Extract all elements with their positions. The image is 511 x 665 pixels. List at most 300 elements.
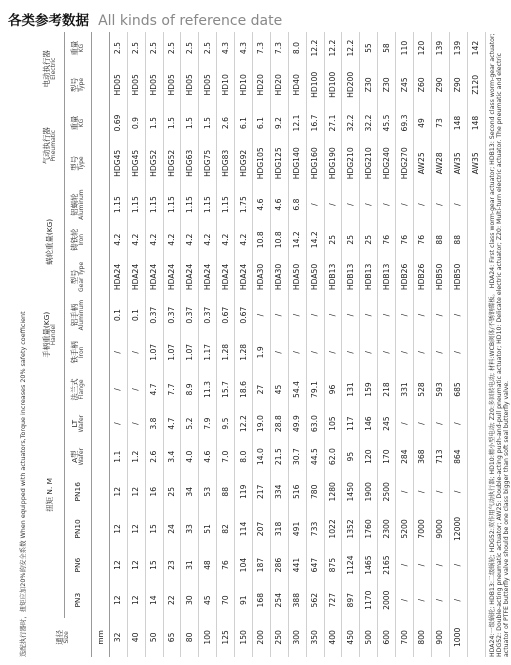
table-cell: 7000 bbox=[414, 510, 432, 547]
table-cell: 491 bbox=[288, 510, 306, 547]
header-iron-handle: 铁手柄 Iron bbox=[65, 333, 92, 372]
table-cell: HD200 bbox=[342, 64, 360, 105]
table-cell: 1.17 bbox=[199, 333, 217, 372]
table-row bbox=[217, 32, 235, 657]
table-cell: 27.1 bbox=[324, 105, 342, 140]
table-cell: 1.15 bbox=[163, 186, 181, 223]
table-cell: 15 bbox=[145, 548, 163, 583]
table-cell: 25 bbox=[342, 223, 360, 256]
table-cell: 7.7 bbox=[163, 372, 181, 407]
table-row bbox=[360, 32, 378, 657]
table-cell: 875 bbox=[324, 548, 342, 583]
table-cell: HD05 bbox=[109, 64, 127, 105]
table-cell: 733 bbox=[306, 510, 324, 547]
table-body bbox=[109, 32, 485, 657]
table-cell: 12.2 bbox=[342, 32, 360, 64]
table-cell: 4.2 bbox=[109, 223, 127, 256]
table-cell: HDG210 bbox=[360, 141, 378, 186]
table-cell: 897 bbox=[342, 583, 360, 618]
table-row bbox=[324, 32, 342, 657]
table-cell: HDA24 bbox=[181, 256, 199, 297]
table-cell: 1.1 bbox=[109, 440, 127, 473]
header-elec-type: 型号 Type bbox=[65, 64, 92, 105]
table-cell: HDG240 bbox=[378, 141, 396, 186]
page-title bbox=[8, 9, 282, 29]
rotated-table-block bbox=[19, 32, 511, 657]
table-cell: / bbox=[396, 548, 414, 583]
table-cell: / bbox=[270, 333, 288, 372]
table-cell: / bbox=[431, 407, 449, 440]
header-pn10: PN10 bbox=[65, 510, 92, 547]
table-cell: 528 bbox=[414, 372, 432, 407]
table-cell: 1.28 bbox=[217, 333, 235, 372]
table-cell: 11.3 bbox=[199, 372, 217, 407]
table-cell: / bbox=[324, 333, 342, 372]
table-cell bbox=[467, 583, 485, 618]
header-gear: 蜗轮重量(KG) bbox=[36, 186, 65, 298]
table-cell: 88 bbox=[217, 473, 235, 510]
table-cell: HDG52 bbox=[145, 141, 163, 186]
table-cell: 125 bbox=[217, 618, 235, 657]
table-cell: 4.2 bbox=[235, 223, 253, 256]
table-cell: 119 bbox=[235, 473, 253, 510]
table-cell: 104 bbox=[235, 548, 253, 583]
table-cell: / bbox=[396, 333, 414, 372]
table-cell: HDA30 bbox=[270, 256, 288, 297]
table-cell: HDB13 bbox=[360, 256, 378, 297]
table-cell: 131 bbox=[342, 372, 360, 407]
table-cell: 4.6 bbox=[270, 186, 288, 223]
table-cell: HDG105 bbox=[253, 141, 271, 186]
header-pn3: PN3 bbox=[65, 583, 92, 618]
table-cell: 14 bbox=[145, 583, 163, 618]
table-cell: 114 bbox=[235, 510, 253, 547]
table-cell: / bbox=[449, 407, 467, 440]
table-cell: 76 bbox=[414, 223, 432, 256]
table-cell: 40 bbox=[127, 618, 145, 657]
table-row bbox=[163, 32, 181, 657]
table-cell: Z120 bbox=[467, 64, 485, 105]
table-cell: HDA50 bbox=[306, 256, 324, 297]
table-cell: / bbox=[431, 333, 449, 372]
table-cell: HDG63 bbox=[181, 141, 199, 186]
table-cell: 516 bbox=[288, 473, 306, 510]
table-cell: HD40 bbox=[288, 64, 306, 105]
table-cell: 12 bbox=[109, 510, 127, 547]
table-cell: 2500 bbox=[378, 473, 396, 510]
table-cell: / bbox=[414, 473, 432, 510]
table-cell: 900 bbox=[431, 618, 449, 657]
table-cell: 79.1 bbox=[306, 372, 324, 407]
table-cell: 142 bbox=[467, 32, 485, 64]
table-cell: HDG45 bbox=[109, 141, 127, 186]
table-cell: 170 bbox=[378, 440, 396, 473]
table-cell: 4.6 bbox=[199, 440, 217, 473]
table-cell: Z45 bbox=[396, 64, 414, 105]
header-electric: 电动执行器 Electric bbox=[36, 32, 65, 105]
table-cell: / bbox=[449, 473, 467, 510]
table-cell: HDG190 bbox=[324, 141, 342, 186]
table-cell: 7.3 bbox=[253, 32, 271, 64]
table-cell: 2.5 bbox=[145, 32, 163, 64]
table-cell: / bbox=[396, 583, 414, 618]
table-cell: 12.2 bbox=[306, 32, 324, 64]
table-cell: 45 bbox=[199, 583, 217, 618]
table-cell: / bbox=[127, 372, 145, 407]
table-cell: 0.67 bbox=[235, 298, 253, 333]
table-cell: 10.8 bbox=[270, 223, 288, 256]
table-cell: 4.7 bbox=[145, 372, 163, 407]
table-cell: HDB13 bbox=[378, 256, 396, 297]
table-cell: HD100 bbox=[306, 64, 324, 105]
table-cell: 8.0 bbox=[235, 440, 253, 473]
table-cell: 5.2 bbox=[181, 407, 199, 440]
table-cell: 58 bbox=[378, 32, 396, 64]
table-cell: 95 bbox=[342, 440, 360, 473]
table-cell: 4.2 bbox=[163, 223, 181, 256]
table-cell: 1.15 bbox=[217, 186, 235, 223]
table-row bbox=[306, 32, 324, 657]
table-cell: 0.69 bbox=[109, 105, 127, 140]
table-cell: / bbox=[324, 298, 342, 333]
table-cell: / bbox=[431, 548, 449, 583]
table-cell: 254 bbox=[270, 583, 288, 618]
table-cell bbox=[467, 186, 485, 223]
table-cell: 76 bbox=[396, 223, 414, 256]
table-cell: 1352 bbox=[342, 510, 360, 547]
table-cell: HD05 bbox=[145, 64, 163, 105]
table-caption: 选配执行器时，扭矩应加20%的安全系数 When equipped with actuators,Torque increases 20% safety coefficient bbox=[19, 311, 27, 657]
table-cell: Z90 bbox=[431, 64, 449, 105]
table-cell: 32.2 bbox=[360, 105, 378, 140]
table-cell: / bbox=[324, 186, 342, 223]
table-cell: 350 bbox=[306, 618, 324, 657]
table-cell bbox=[467, 256, 485, 297]
table-cell: / bbox=[414, 186, 432, 223]
header-torque: 扭矩 N. M bbox=[36, 372, 65, 618]
table-cell: HDG92 bbox=[235, 141, 253, 186]
table-cell: / bbox=[109, 333, 127, 372]
table-cell: 1.5 bbox=[181, 105, 199, 140]
table-cell: 30.7 bbox=[288, 440, 306, 473]
table-cell: 12000 bbox=[449, 510, 467, 547]
table-cell: 30 bbox=[181, 583, 199, 618]
table-cell: / bbox=[449, 186, 467, 223]
table-cell: 187 bbox=[253, 548, 271, 583]
table-cell: 76 bbox=[378, 223, 396, 256]
table-cell: 1450 bbox=[342, 473, 360, 510]
table-cell: / bbox=[360, 333, 378, 372]
table-cell: 22 bbox=[163, 583, 181, 618]
table-cell: 1.15 bbox=[109, 186, 127, 223]
table-cell: 12.2 bbox=[235, 407, 253, 440]
table-cell: HDA24 bbox=[127, 256, 145, 297]
table-cell bbox=[467, 223, 485, 256]
table-cell: 1.9 bbox=[253, 333, 271, 372]
table-cell: 62.0 bbox=[324, 440, 342, 473]
table-cell: 0.1 bbox=[127, 298, 145, 333]
table-cell: AW35 bbox=[449, 141, 467, 186]
table-cell: 28.8 bbox=[270, 407, 288, 440]
table-cell bbox=[467, 372, 485, 407]
table-cell: 1022 bbox=[324, 510, 342, 547]
table-cell: 1.2 bbox=[127, 440, 145, 473]
table-cell: / bbox=[449, 548, 467, 583]
table-cell: 2300 bbox=[378, 510, 396, 547]
table-cell: 139 bbox=[431, 32, 449, 64]
table-cell: 24 bbox=[163, 510, 181, 547]
table-cell: HDB13 bbox=[342, 256, 360, 297]
table-cell: HDG83 bbox=[217, 141, 235, 186]
table-cell: 1.07 bbox=[145, 333, 163, 372]
table-cell: 48 bbox=[199, 548, 217, 583]
table-cell: 2.5 bbox=[163, 32, 181, 64]
table-cell: 16.7 bbox=[306, 105, 324, 140]
table-row bbox=[449, 32, 467, 657]
table-cell: 400 bbox=[324, 618, 342, 657]
table-cell: 318 bbox=[270, 510, 288, 547]
table-cell: 9.5 bbox=[217, 407, 235, 440]
table-cell: / bbox=[306, 186, 324, 223]
table-cell: / bbox=[449, 333, 467, 372]
header-flange: 法兰式 Flange bbox=[65, 372, 92, 407]
table-cell: HD05 bbox=[199, 64, 217, 105]
table-cell bbox=[467, 618, 485, 657]
table-cell: AW25 bbox=[414, 141, 432, 186]
table-cell: / bbox=[378, 186, 396, 223]
table-cell: 146 bbox=[360, 407, 378, 440]
header-gear-model: 型号 Gear Type bbox=[65, 256, 92, 297]
table-cell: / bbox=[396, 407, 414, 440]
title-zh: 各类参考数据 bbox=[8, 13, 89, 29]
table-cell: 200 bbox=[253, 618, 271, 657]
table-cell: 713 bbox=[431, 440, 449, 473]
table-cell: 1760 bbox=[360, 510, 378, 547]
table-cell: 1170 bbox=[360, 583, 378, 618]
table-cell: 245 bbox=[378, 407, 396, 440]
table-cell: 0.1 bbox=[109, 298, 127, 333]
table-cell: 4.2 bbox=[199, 223, 217, 256]
table-cell: HDG270 bbox=[396, 141, 414, 186]
table-cell: 159 bbox=[360, 372, 378, 407]
table-cell: 88 bbox=[449, 223, 467, 256]
table-cell: HDA24 bbox=[109, 256, 127, 297]
table-cell: HDG160 bbox=[306, 141, 324, 186]
table-cell: 562 bbox=[306, 583, 324, 618]
table-cell: / bbox=[396, 298, 414, 333]
table-cell: 0.37 bbox=[199, 298, 217, 333]
table-cell: 69.3 bbox=[396, 105, 414, 140]
table-row bbox=[127, 32, 145, 657]
table-cell: 368 bbox=[414, 440, 432, 473]
table-cell: / bbox=[360, 298, 378, 333]
table-cell: 0.37 bbox=[145, 298, 163, 333]
table-cell: HDG52 bbox=[163, 141, 181, 186]
table-cell: 4.3 bbox=[217, 32, 235, 64]
table-cell: 600 bbox=[378, 618, 396, 657]
table-row bbox=[235, 32, 253, 657]
table-row bbox=[145, 32, 163, 657]
table-cell: HDB13 bbox=[324, 256, 342, 297]
table-cell: / bbox=[414, 548, 432, 583]
table-cell: 4.2 bbox=[217, 223, 235, 256]
table-cell: HDG125 bbox=[270, 141, 288, 186]
table-cell: 12 bbox=[109, 548, 127, 583]
table-cell: 1.5 bbox=[199, 105, 217, 140]
table-cell: HDG75 bbox=[199, 141, 217, 186]
table-cell: 45.5 bbox=[378, 105, 396, 140]
table-cell: / bbox=[414, 298, 432, 333]
table-cell: 450 bbox=[342, 618, 360, 657]
header-handle: 手柄重量(KG) Handel bbox=[36, 298, 65, 372]
table-cell: / bbox=[378, 298, 396, 333]
table-cell: 100 bbox=[199, 618, 217, 657]
reference-table bbox=[36, 32, 486, 657]
table-cell: 0.67 bbox=[217, 298, 235, 333]
table-cell: 2.5 bbox=[181, 32, 199, 64]
table-cell: 12 bbox=[127, 548, 145, 583]
header-pneu-type: 型号 Type bbox=[65, 141, 92, 186]
table-cell: 55 bbox=[360, 32, 378, 64]
table-cell: 15 bbox=[145, 510, 163, 547]
table-cell: 9.2 bbox=[270, 105, 288, 140]
table-cell: 168 bbox=[253, 583, 271, 618]
table-cell: 120 bbox=[414, 32, 432, 64]
header-gear-alu: 铝蜗轮 Aluminum bbox=[65, 186, 92, 223]
table-cell: 14.0 bbox=[253, 440, 271, 473]
table-cell: 4.7 bbox=[163, 407, 181, 440]
table-cell: / bbox=[270, 298, 288, 333]
table-cell: 14.2 bbox=[288, 223, 306, 256]
table-cell: 4.2 bbox=[127, 223, 145, 256]
table-cell: 7.9 bbox=[199, 407, 217, 440]
table-cell bbox=[467, 473, 485, 510]
table-cell: 51 bbox=[199, 510, 217, 547]
table-cell: 49 bbox=[414, 105, 432, 140]
table-cell: HDB26 bbox=[414, 256, 432, 297]
table-cell: 1900 bbox=[360, 473, 378, 510]
table-cell: 32.2 bbox=[342, 105, 360, 140]
header-pn6: PN6 bbox=[65, 548, 92, 583]
table-cell: 2.6 bbox=[145, 440, 163, 473]
table-cell: 1.75 bbox=[235, 186, 253, 223]
table-cell: 91 bbox=[235, 583, 253, 618]
table-cell: 14.2 bbox=[306, 223, 324, 256]
table-cell: 2000 bbox=[378, 583, 396, 618]
table-cell: 12 bbox=[127, 510, 145, 547]
table-cell: / bbox=[109, 372, 127, 407]
table-row bbox=[270, 32, 288, 657]
table-cell: / bbox=[253, 298, 271, 333]
table-cell: 120 bbox=[360, 440, 378, 473]
table-cell bbox=[467, 548, 485, 583]
table-cell: 1.5 bbox=[163, 105, 181, 140]
table-cell: 21.5 bbox=[270, 440, 288, 473]
table-cell: 96 bbox=[324, 372, 342, 407]
table-cell bbox=[467, 333, 485, 372]
table-cell: 70 bbox=[217, 583, 235, 618]
table-cell: 1.15 bbox=[145, 186, 163, 223]
table-cell: 1.5 bbox=[145, 105, 163, 140]
table-cell bbox=[467, 407, 485, 440]
table-cell: 4.2 bbox=[145, 223, 163, 256]
table-cell: HD10 bbox=[235, 64, 253, 105]
table-cell: HDA24 bbox=[163, 256, 181, 297]
table-cell: 54.4 bbox=[288, 372, 306, 407]
header-pneu-kg: 重量 KG bbox=[65, 105, 92, 140]
table-cell: 12 bbox=[127, 583, 145, 618]
table-cell: 4.3 bbox=[235, 32, 253, 64]
table-cell: 15.7 bbox=[217, 372, 235, 407]
table-cell: / bbox=[306, 298, 324, 333]
table-cell: 1.07 bbox=[181, 333, 199, 372]
table-cell: 148 bbox=[449, 105, 467, 140]
table-cell: 12.1 bbox=[288, 105, 306, 140]
table-cell: 65 bbox=[163, 618, 181, 657]
table-row bbox=[342, 32, 360, 657]
table-cell: 12.2 bbox=[324, 32, 342, 64]
header-pneumatic: 气动执行器 Pneumatic bbox=[36, 105, 65, 186]
table-cell: / bbox=[288, 298, 306, 333]
table-cell: 1.15 bbox=[181, 186, 199, 223]
table-cell: HD05 bbox=[163, 64, 181, 105]
table-cell: HD10 bbox=[217, 64, 235, 105]
table-cell: / bbox=[360, 186, 378, 223]
table-cell: 7.0 bbox=[217, 440, 235, 473]
table-cell: HDB26 bbox=[396, 256, 414, 297]
table-cell: 727 bbox=[324, 583, 342, 618]
table-cell: 9000 bbox=[431, 510, 449, 547]
table-cell: HD20 bbox=[270, 64, 288, 105]
table-cell: / bbox=[306, 333, 324, 372]
table-cell: 334 bbox=[270, 473, 288, 510]
header-elec-kg: 重量 KG bbox=[65, 32, 92, 64]
header-unit: mm bbox=[92, 618, 110, 657]
table-cell: / bbox=[342, 186, 360, 223]
table-cell: 2.5 bbox=[127, 32, 145, 64]
table-cell: 2.6 bbox=[217, 105, 235, 140]
table-cell: 76 bbox=[217, 548, 235, 583]
table-cell: / bbox=[414, 407, 432, 440]
table-cell: 2.5 bbox=[199, 32, 217, 64]
table-cell: 1124 bbox=[342, 548, 360, 583]
table-cell: 864 bbox=[449, 440, 467, 473]
table-cell: HD05 bbox=[127, 64, 145, 105]
table-cell: 1.15 bbox=[127, 186, 145, 223]
table-cell: 88 bbox=[431, 223, 449, 256]
table-cell: 4.0 bbox=[181, 440, 199, 473]
table-cell: 148 bbox=[467, 105, 485, 140]
table-cell: 110 bbox=[396, 32, 414, 64]
table-cell: / bbox=[396, 186, 414, 223]
table-cell bbox=[467, 298, 485, 333]
table-cell: 1.28 bbox=[235, 333, 253, 372]
header-a-type: A型 Wafer bbox=[65, 440, 92, 473]
table-cell: Z60 bbox=[414, 64, 432, 105]
table-cell: 25 bbox=[163, 473, 181, 510]
table-cell: 27 bbox=[253, 372, 271, 407]
table-cell: 218 bbox=[378, 372, 396, 407]
table-cell: 1.15 bbox=[199, 186, 217, 223]
table-cell: 2165 bbox=[378, 548, 396, 583]
table-cell: 6.1 bbox=[253, 105, 271, 140]
table-cell: / bbox=[449, 298, 467, 333]
table-cell: HD05 bbox=[181, 64, 199, 105]
table-cell: 780 bbox=[306, 473, 324, 510]
table-cell: 12 bbox=[109, 583, 127, 618]
table-cell: HDA24 bbox=[217, 256, 235, 297]
table-cell: HDB50 bbox=[449, 256, 467, 297]
